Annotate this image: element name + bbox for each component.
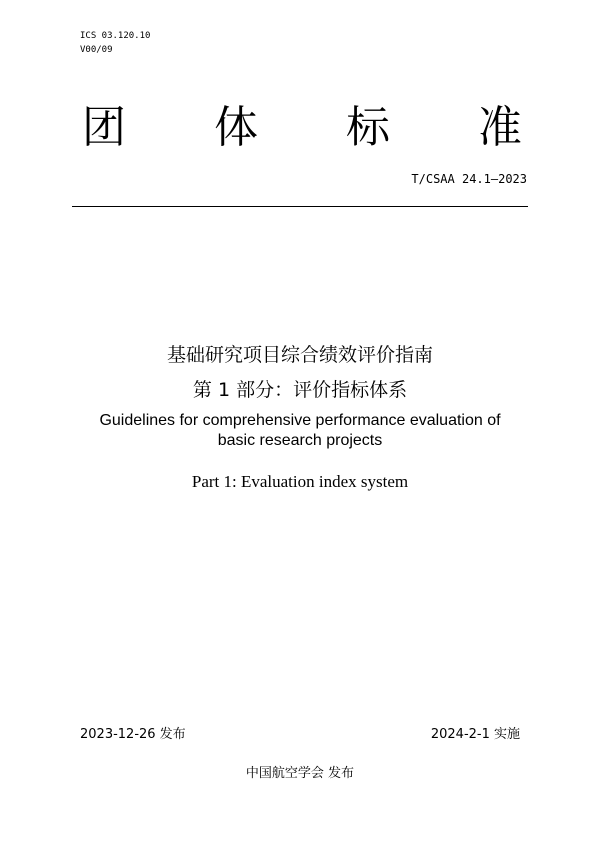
classification-codes [80, 29, 150, 57]
standard-type-char-4: 准 [478, 102, 522, 153]
implementation-date: 2024-2-1 实施 [430, 727, 520, 742]
standard-type-char-2: 体 [214, 102, 258, 153]
publish-date: 2023-12-26 发布 [80, 727, 186, 742]
publisher: 中国航空学会 发布 [245, 766, 355, 781]
english-title-line-1: Guidelines for comprehensive performance evaluation of [99, 412, 501, 429]
chinese-title-line-1: 基础研究项目综合绩效评价指南 [166, 344, 433, 366]
standard-number: T/CSAA 24.1—2023 [411, 172, 527, 186]
standard-type-title [80, 100, 524, 160]
english-part-title: Part 1: Evaluation index system [191, 472, 409, 491]
header-divider [72, 206, 528, 207]
standard-type-char-3: 标 [346, 102, 390, 153]
english-title [0, 411, 600, 451]
ccs-code: V00/09 [80, 45, 113, 55]
chinese-title-line-2: 第 1 部分：评价指标体系 [192, 379, 408, 401]
english-title-line-2: basic research projects [217, 432, 383, 449]
standard-type-char-1: 团 [82, 102, 126, 153]
ics-code: ICS 03.120.10 [80, 31, 151, 41]
